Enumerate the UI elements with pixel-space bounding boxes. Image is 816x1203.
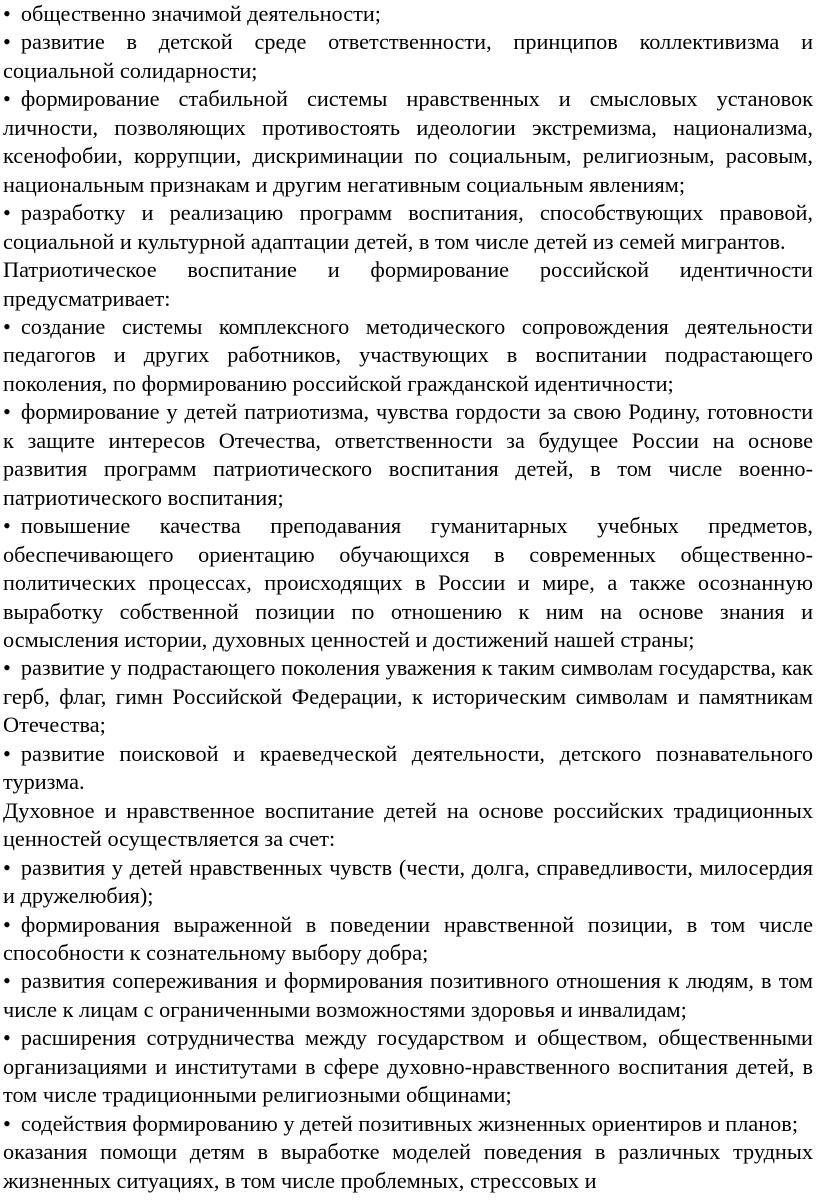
bullet-marker: • bbox=[3, 740, 11, 766]
paragraph-text: формирования выраженной в поведении нравственной позиции, в том числе способности к сознательному выбору добра; bbox=[3, 911, 813, 965]
paragraph-text: общественно значимой деятельности; bbox=[20, 1, 381, 26]
bullet-item bbox=[3, 0, 813, 28]
bullet-marker: • bbox=[3, 968, 11, 994]
section-intro-patriotic bbox=[3, 256, 813, 313]
paragraph-text: разработку и реализацию программ воспитания, способствующих правовой, социальной и культурной адаптации детей, в том числе детей из семей мигрантов. bbox=[3, 200, 813, 254]
bullet-item bbox=[3, 85, 813, 199]
paragraph-text: оказания помощи детям в выработке моделей поведения в различных трудных жизненных ситуациях, в том числе проблемных, стрессовых и bbox=[3, 1139, 813, 1193]
bullet-item bbox=[3, 398, 813, 512]
trailing-paragraph bbox=[3, 1138, 813, 1195]
paragraph-text: формирование у детей патриотизма, чувства гордости за свою Родину, готовности к защите интересов Отечества, ответственности за будущее России на основе развития программ патриотического воспитания детей, в том числе военно-патриотического воспитания; bbox=[3, 399, 813, 510]
paragraph-text: расширения сотрудничества между государством и обществом, общественными организациями и институтами в сфере духовно-нравственного воспитания детей, в том числе традиционными религиозными общинами; bbox=[3, 1025, 813, 1108]
bullet-marker: • bbox=[3, 911, 11, 937]
paragraph-text: формирование стабильной системы нравственных и смысловых установок личности, позволяющих противостоять идеологии экстремизма, национализма, ксенофобии, коррупции, дискриминации по социальным, религиозным, расовым, национальным признакам и другим негативным социальным явлениям; bbox=[3, 86, 813, 197]
paragraph-text: Патриотическое воспитание и формирование российской идентичности предусматривает: bbox=[3, 257, 813, 311]
bullet-item bbox=[3, 854, 813, 911]
bullet-marker: • bbox=[3, 1110, 11, 1136]
bullet-item bbox=[3, 967, 813, 1024]
bullet-marker: • bbox=[3, 1025, 11, 1051]
paragraph-text: развития у детей нравственных чувств (чести, долга, справедливости, милосердия и дружелюбия); bbox=[3, 854, 813, 909]
bullet-marker: • bbox=[3, 86, 11, 112]
bullet-item bbox=[3, 313, 813, 398]
paragraph-text: Духовное и нравственное воспитание детей на основе российских традиционных ценностей осуществляется за счет: bbox=[3, 797, 813, 852]
bullet-marker: • bbox=[3, 313, 11, 339]
bullet-marker: • bbox=[3, 854, 11, 880]
bullet-item bbox=[3, 199, 813, 256]
paragraph-text: содействия формированию у детей позитивных жизненных ориентиров и планов; bbox=[20, 1110, 799, 1136]
bullet-item bbox=[3, 512, 813, 654]
paragraph-text: создание системы комплексного методического сопровождения деятельности педагогов и других работников, участвующих в воспитании подрастающего поколения, по формированию российской гражданской идентичности; bbox=[3, 313, 813, 396]
document-page bbox=[3, 0, 813, 1195]
bullet-marker: • bbox=[3, 1, 11, 26]
bullet-marker: • bbox=[3, 513, 11, 539]
paragraph-text: повышение качества преподавания гуманитарных учебных предметов, обеспечивающего ориентацию обучающихся в современных общественно-политических процессах, происходящих в России и мире, а также осознанную выработку собственной позиции по отношению к ним на основе знания и осмысления истории, духовных ценностей и достижений нашей страны; bbox=[3, 513, 813, 652]
paragraph-text: развития сопереживания и формирования позитивного отношения к людям, в том числе к лицам с ограниченными возможностями здоровья и инвалидам; bbox=[3, 968, 813, 1022]
paragraph-text: развитие в детской среде ответственности, принципов коллективизма и социальной солидарности; bbox=[3, 29, 813, 83]
bullet-item bbox=[3, 911, 813, 968]
section-intro-spiritual bbox=[3, 797, 813, 854]
bullet-marker: • bbox=[3, 655, 11, 681]
paragraph-text: развитие поисковой и краеведческой деятельности, детского познавательного туризма. bbox=[3, 740, 813, 795]
bullet-marker: • bbox=[3, 399, 11, 425]
bullet-item bbox=[3, 1024, 813, 1109]
bullet-marker: • bbox=[3, 29, 11, 55]
bullet-marker: • bbox=[3, 200, 11, 226]
bullet-item bbox=[3, 28, 813, 85]
bullet-item bbox=[3, 654, 813, 739]
paragraph-text: развитие у подрастающего поколения уважения к таким символам государства, как герб, флаг, гимн Российской Федерации, к историческим символам и памятникам Отечества; bbox=[3, 655, 813, 738]
bullet-item bbox=[3, 740, 813, 797]
bullet-item bbox=[3, 1110, 813, 1138]
